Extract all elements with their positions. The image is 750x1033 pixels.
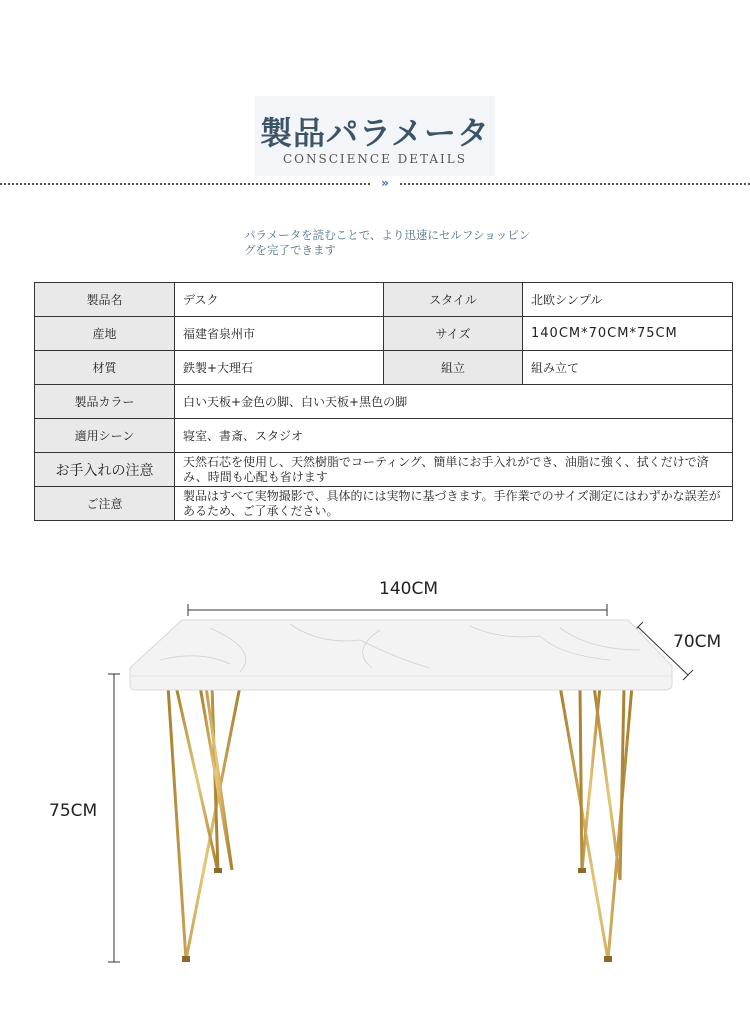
spec-value: 白い天板+金色の脚、白い天板+黒色の脚 [175,385,733,419]
spec-value: デスク [175,283,384,317]
spec-value: 福建省泉州市 [175,317,384,351]
leg-feet [182,868,612,962]
desk-legs [168,686,632,960]
spec-label: 製品名 [35,283,175,317]
spec-value: 製品はすべて実物撮影で、具体的には実物に基づきます。手作業でのサイズ測定にはわずかな誤差があるため、ご了承ください。 [175,487,733,521]
marble-tabletop [130,620,672,690]
page-title: 製品パラメータ [259,114,491,152]
width-dimension-line [188,604,607,616]
spec-label: 産地 [35,317,175,351]
spec-label: ご注意 [35,487,175,521]
spec-value: 140CM*70CM*75CM [523,317,733,351]
spec-value: 鉄製+大理石 [175,351,384,385]
depth-label: 70CM [673,632,722,652]
spec-label: 組立 [384,351,523,385]
height-dimension-line [108,674,120,962]
height-label: 75CM [49,801,98,821]
double-chevron-icon: » [370,176,400,190]
spec-label: 材質 [35,351,175,385]
intro-text: パラメータを読むことで、より迅速にセルフショッピングを完了できます [244,228,531,257]
spec-value: 寝室、書斎、スタジオ [175,419,733,453]
spec-label: お手入れの注意 [35,453,175,487]
spec-value: 組み立て [523,351,733,385]
page-subtitle: CONSCIENCE DETAILS [282,152,467,166]
spec-label: サイズ [384,317,523,351]
spec-label: 適用シーン [35,419,175,453]
spec-value: 北欧シンプル [523,283,733,317]
spec-label: スタイル [384,283,523,317]
spec-label: 製品カラー [35,385,175,419]
spec-value: 天然石芯を使用し、天然樹脂でコーティング、簡単にお手入れができ、油脂に強く、拭くだけで済み、時間も心配も省けます [175,453,733,487]
width-label: 140CM [379,579,438,599]
